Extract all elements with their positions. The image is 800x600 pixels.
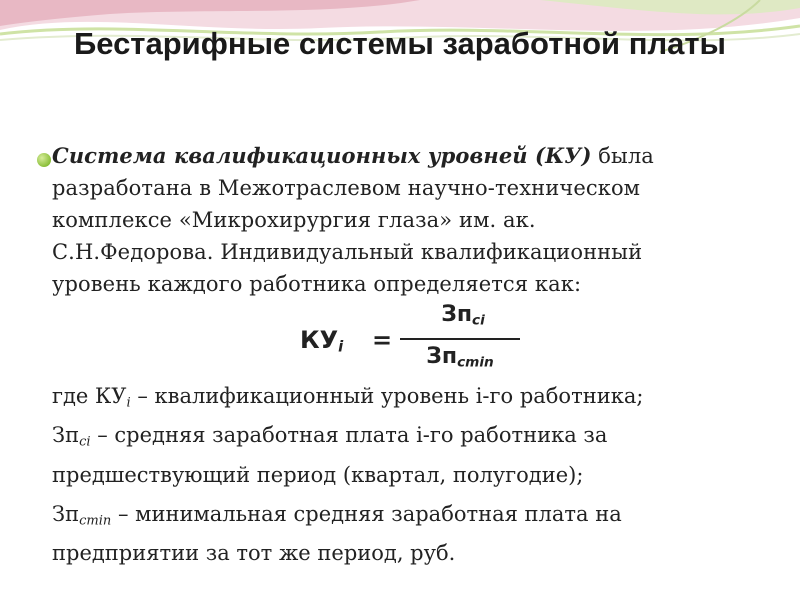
formula-numerator: $Зп_{ci}$ — [441, 302, 485, 329]
formula-denominator-subscript: cmin — [457, 354, 494, 371]
formula-legend — [52, 380, 772, 576]
legend-line: $Зп_{cmin}$ – минимальная средняя заработная плата на — [52, 501, 622, 528]
intro-paragraph — [52, 140, 772, 300]
intro-line: разработана в Межотраслевом научно-техническом — [52, 176, 641, 200]
intro-line: С.Н.Федорова. Индивидуальный квалификационный — [52, 240, 643, 264]
intro-emphasis: Система квалификационных уровней (КУ) — [52, 143, 592, 168]
legend-line: предприятии за тот же период, руб. — [52, 541, 456, 565]
formula-denominator: $Зп_{cmin}$ — [426, 344, 494, 371]
formula-numerator-subscript: ci — [472, 312, 485, 329]
intro-line: комплексе «Микрохирургия глаза» им. ак. — [52, 208, 536, 232]
intro-line — [52, 140, 772, 172]
ku-formula — [300, 300, 520, 380]
intro-line: уровень каждого работника определяется как: — [52, 272, 582, 296]
bullet-icon — [37, 153, 51, 167]
fraction-bar — [400, 338, 520, 340]
formula-equals: = — [372, 326, 393, 354]
formula-lhs-subscript: i — [338, 337, 344, 356]
legend-line: предшествующий период (квартал, полугодие); — [52, 462, 584, 487]
legend-line: $Зп_{ci}$ – средняя заработная плата i-го работника за — [52, 423, 608, 450]
intro-line-rest: была — [591, 144, 654, 168]
legend-line: где $КУ_i$ – квалификационный уровень i-го работника; — [52, 384, 644, 411]
formula-lhs: $КУ_i$ — [300, 326, 344, 356]
slide-title: Бестарифные системы заработной платы — [73, 26, 727, 61]
